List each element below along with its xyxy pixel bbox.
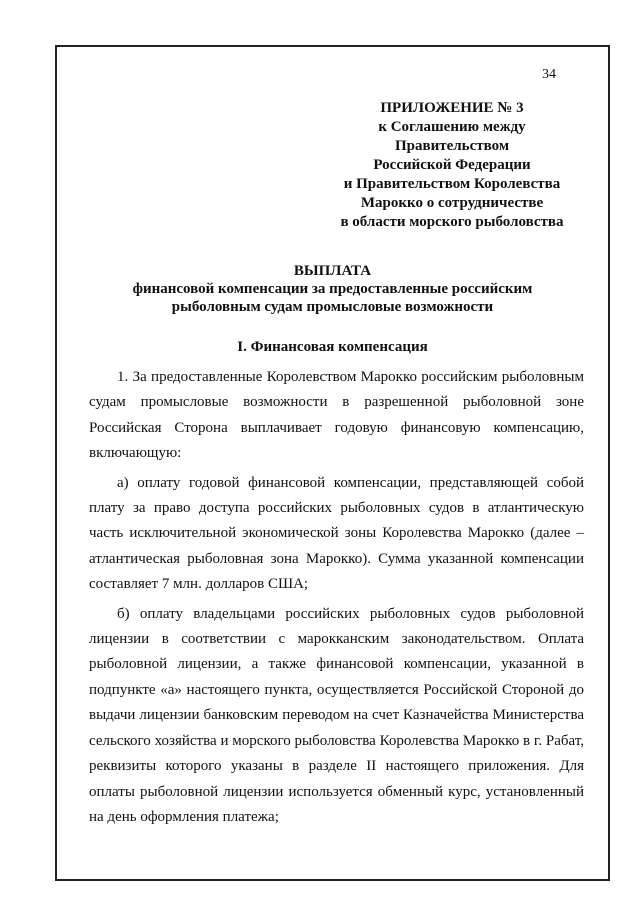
body-text xyxy=(89,365,584,830)
paragraph-a: а) оплату годовой финансовой компенсации, представляющей собой плату за право доступа российских рыболовных судов в атлантическую часть исключительной экономической зоны Королевства Марокко (далее – атлантическая рыболовная зона Марокко). Сумма указанной компенсации составляет 7 млн. долларов США; xyxy=(89,474,584,593)
paragraph-1: 1. За предоставленные Королевством Марокко российским рыболовным судам промысловые возможности в разрешенной рыболовной зоне Российская Сторона выплачивает годовую финансовую компенсацию, включающую: xyxy=(89,369,584,462)
annex-line: Российской Федерации xyxy=(373,157,531,173)
section-heading: I. Финансовая компенсация xyxy=(237,339,428,355)
annex-header xyxy=(307,99,597,232)
annex-line: Марокко о сотрудничестве xyxy=(360,195,544,211)
page-number: 34 xyxy=(542,67,556,82)
annex-line: к Соглашению между xyxy=(378,119,526,135)
annex-line: в области морского рыболовства xyxy=(340,214,564,230)
title-line-2: финансовой компенсации за предоставленные российским xyxy=(132,281,533,297)
page-frame xyxy=(55,45,610,881)
document-title xyxy=(117,262,548,316)
title-line-3: рыболовным судам промысловые возможности xyxy=(171,299,494,315)
paragraph-b: б) оплату владельцами российских рыболовных судов рыболовной лицензии в соответствии с марокканским законодательством. Оплата рыболовной лицензии, а также финансовой компенсации, указанной в подпункте «а» настоящего пункта, осуществляется Российской Стороной до выдачи лицензии банковским переводом на счет Казначейства Министерства сельского хозяйства и морского рыболовства Королевства Марокко в г. Рабат, реквизиты которого указаны в разделе II настоящего приложения. Для оплаты рыболовной лицензии используется обменный курс, установленный на день оформления платежа; xyxy=(89,605,584,825)
annex-line: ПРИЛОЖЕНИЕ № 3 xyxy=(380,100,524,116)
annex-line: и Правительством Королевства xyxy=(343,176,561,192)
title-line-1: ВЫПЛАТА xyxy=(293,263,372,279)
annex-line: Правительством xyxy=(394,138,510,154)
